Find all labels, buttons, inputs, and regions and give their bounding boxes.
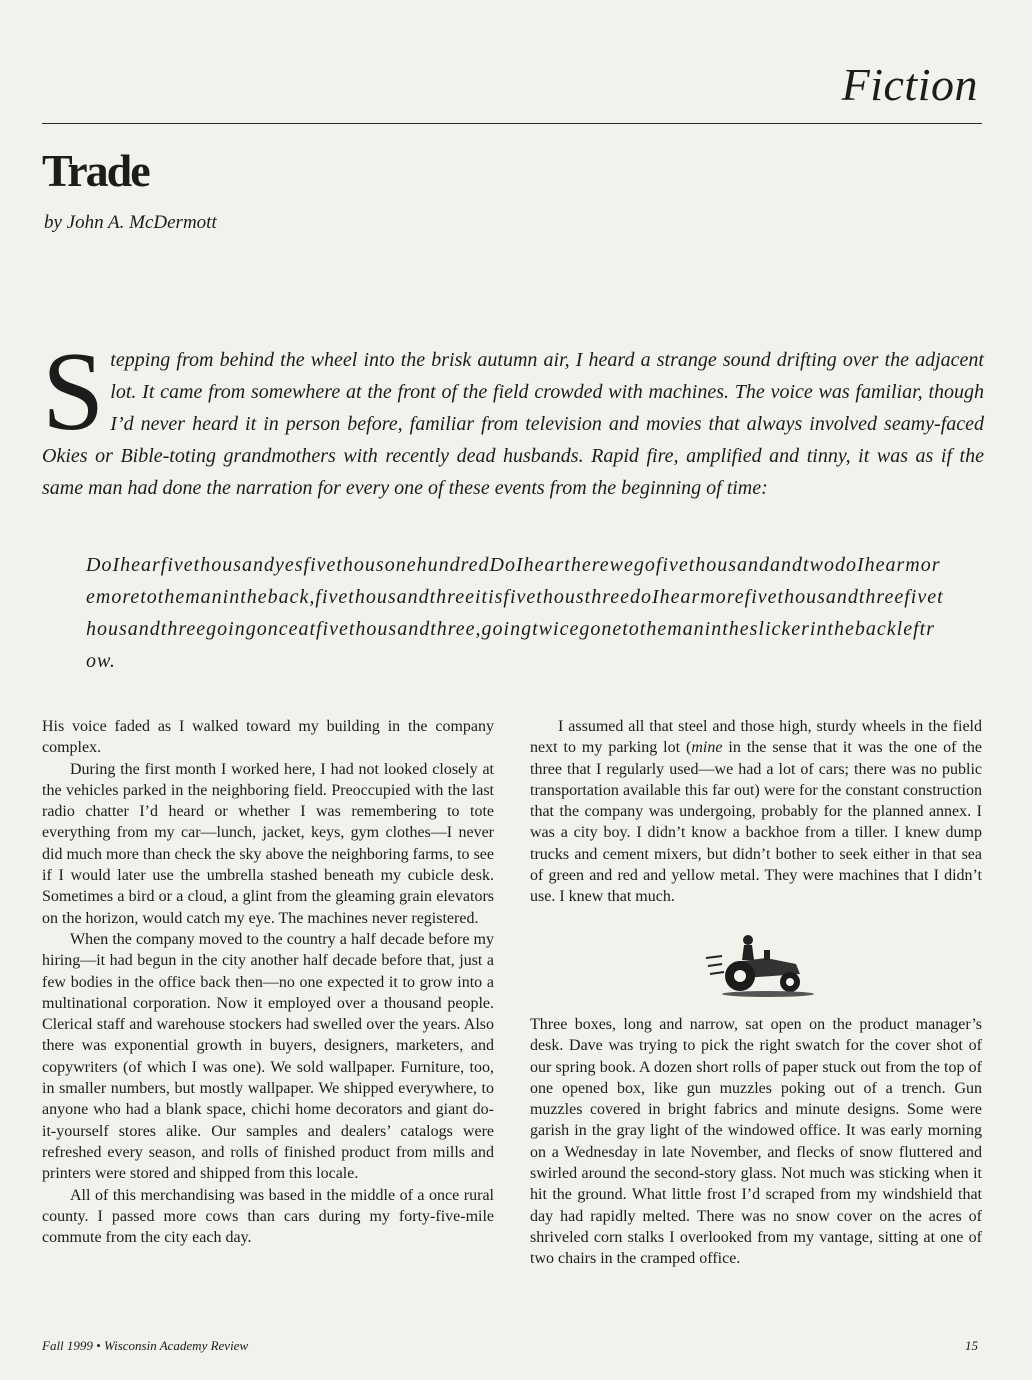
left-column — [42, 716, 494, 1248]
intro-paragraph — [42, 330, 984, 504]
intro-text: tepping from behind the wheel into the brisk autumn air, I heard a strange sound drifting over the adjacent lot. It came from somewhere at the front of the field crowded with machines. The voice was familiar, though I’d never heard it in person before, familiar from television and movies that always involved seamy-faced Okies or Bible-toting grandmothers with recently dead husbands. Rapid fire, amplified and tinny, it was as if the same man had done the narration for every one of these events from the beginning of time: — [42, 349, 984, 499]
section-label: Fiction — [841, 59, 978, 110]
auctioneer-chant: DoIhearfivethousandyesfivethousonehundredDoIheartherewegofivethousandandtwodoIhearmoremoretothemanintheback,fivethousandthreeitisfivethousthreedoIhearmorefivethousandthreefivethousandthreegoingonceatfivethousandthree,goingtwicegonetothemanintheslickerinthebackleftrow. — [86, 554, 944, 672]
emphasis-text: mine — [691, 739, 723, 757]
right-column-top — [530, 716, 982, 908]
paragraph: When the company moved to the country a half decade before my hiring—it had begun in the city another half decade before that, just a few bodies in the office back then—no one expected it to grow into a multinational corporation. Now it employed over a thousand people. Clerical staff and warehouse stockers had swelled over the years. Also there was exponential growth in buyers, designers, marketers, and copywriters (of which I was one). We sold wallpaper. Furniture, too, in smaller numbers, but mostly wallpaper. We shipped everywhere, to anyone who had a blank space, chichi home decorators and giant do-it-yourself stores alike. Our samples and dealers’ catalogs were refreshed every season, and rolls of finished product from mills and printers were stored and shipped from this locale. — [42, 930, 494, 1183]
page-number: 15 — [965, 1338, 978, 1353]
paragraph: His voice faded as I walked toward my building in the company complex. — [42, 718, 494, 757]
right-column-bottom — [530, 1014, 982, 1270]
paragraph-text: I assumed all that steel and those high, sturdy wheels in the field next to my parking lot ( — [530, 718, 982, 757]
footer-issue: Fall 1999 • Wisconsin Academy Review — [42, 1338, 249, 1353]
paragraph-text: in the sense that it was the one of the three that I regularly used—we had a lot of cars; there was no public transportation available this far out) were for the constant construction that the company was undergoing, probably for the planned annex. I was a city boy. I didn’t know a backhoe from a tiller. I knew dump trucks and cement mixers, but didn’t bother to seek either in that sea of green and red and yellow metal. They were machines that I didn’t use. I knew that much. — [530, 739, 983, 906]
article-title: Trade — [42, 145, 149, 196]
byline: by John A. McDermott — [44, 212, 217, 233]
paragraph: Three boxes, long and narrow, sat open on the product manager’s desk. Dave was trying to pick the right swatch for the cover shot of our spring book. A dozen short rolls of paper stuck out from the top of one opened box, like gun muzzles poking out of a trench. Gun muzzles covered in bright fabrics and minute designs. Some were garish in the gray light of the windowed office. It was early morning on a Wednesday in late November, and flecks of snow fluttered and swirled around the second-story glass. Not much was sticking when it hit the ground. What little frost I’d scraped from my windshield that day had rapidly melted. There was no snow cover on the acres of shriveled corn stalks I overlooked from my vantage, sitting at one of two chairs in the cramped office. — [530, 1016, 982, 1268]
paragraph: All of this merchandising was based in the middle of a once rural county. I passed more cows than cars during my forty-five-mile commute from the city each day. — [42, 1186, 494, 1247]
header-rule — [42, 123, 982, 124]
tractor-icon — [704, 928, 816, 998]
paragraph — [530, 716, 982, 908]
paragraph: During the first month I worked here, I had not looked closely at the vehicles parked in the neighboring field. Preoccupied with the last radio chatter I’d heard or whether I was remembering to tote everything from my car—lunch, jacket, keys, gym clothes—I never did much more than check the sky above the neighboring farms, to see if I would later use the umbrella stashed beneath my cubicle desk. Sometimes a bird or a cloud, a glint from the gleaming grain elevators on the horizon, would catch my eye. The machines never registered. — [42, 760, 494, 927]
drop-cap: S — [42, 330, 105, 454]
